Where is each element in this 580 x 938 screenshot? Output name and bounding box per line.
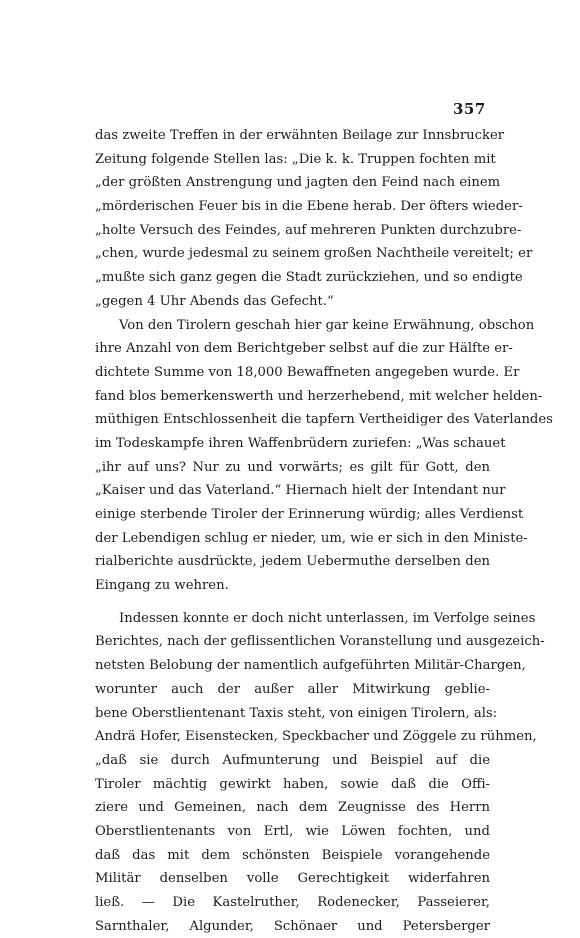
text-line: rialberichte ausdrückte, jedem Uebermuthe derselben den [95, 554, 490, 570]
text-line: Von den Tirolern geschah hier gar keine Erwähnung, obschon [119, 317, 535, 333]
text-line: der Lebendigen schlug er nieder, um, wie er sich in den Ministe- [95, 530, 528, 546]
text-line: Sarnthaler, Algunder, Schönaer und Petersberger [95, 918, 490, 934]
text-line: worunter auch der außer aller Mitwirkung geblie- [95, 681, 490, 697]
text-line: Tiroler mächtig gewirkt haben, sowie daß die Offi- [95, 776, 490, 792]
text-line: „der größten Anstrengung und jagten den Feind nach einem [95, 175, 501, 191]
text-line: „mußte sich ganz gegen die Stadt zurückziehen, und so endigte [95, 270, 523, 286]
text-line: Oberstlientenants von Ertl, wie Löwen fochten, und [95, 823, 490, 839]
text-line: „gegen 4 Uhr Abends das Gefecht.“ [95, 293, 334, 309]
text-line: im Todeskampfe ihren Waffenbrüdern zuriefen: „Was schauet [95, 435, 506, 451]
text-line: Eingang zu wehren. [95, 578, 229, 594]
page-number: 357 [453, 100, 486, 118]
paragraph [95, 124, 533, 314]
text-line: müthigen Entschlossenheit die tapfern Vertheidiger des Vaterlandes [95, 412, 553, 428]
text-line: „Kaiser und das Vaterland.“ Hiernach hielt der Intendant nur [95, 483, 506, 499]
paragraph [95, 607, 545, 938]
text-line: ihre Anzahl von dem Berichtgeber selbst auf die zur Hälfte er- [95, 341, 513, 357]
text-line: Andrä Hofer, Eisenstecken, Speckbacher und Zöggele zu rühmen, [95, 729, 537, 745]
paragraph-spacer [95, 598, 490, 607]
text-line: Berichtes, nach der geflissentlichen Voranstellung und ausgezeich- [95, 634, 545, 650]
body-text [95, 124, 553, 938]
text-line: daß das mit dem schönsten Beispiele vorangehende [95, 847, 490, 863]
text-line: ließ. — Die Kastelruther, Rodenecker, Passeierer, [95, 895, 490, 910]
text-line: „ihr auf uns? Nur zu und vorwärts; es gilt für Gott, den [95, 459, 490, 475]
text-line: „daß sie durch Aufmunterung und Beispiel auf die [95, 752, 490, 768]
text-line: „mörderischen Feuer bis in die Ebene herab. Der öfters wieder- [95, 199, 523, 215]
text-line: Zeitung folgende Stellen las: „Die k. k. Truppen fochten mit [95, 151, 496, 167]
text-line: netsten Belobung der namentlich aufgeführten Militär-Chargen, [95, 658, 526, 674]
text-line: „holte Versuch des Feindes, auf mehreren Punkten durchzubre- [95, 222, 522, 238]
text-line: fand blos bemerkenswerth und herzerhebend, mit welcher helden- [95, 388, 543, 404]
text-line: bene Oberstlientenant Taxis steht, von einigen Tirolern, als: [95, 705, 498, 721]
text-line: Indessen konnte er doch nicht unterlassen, im Verfolge seines [119, 610, 536, 626]
text-line: ziere und Gemeinen, nach dem Zeugnisse des Herrn [95, 800, 490, 816]
paragraph [95, 314, 553, 598]
text-line: „chen, wurde jedesmal zu seinem großen Nachtheile vereitelt; er [95, 246, 533, 262]
text-line: Militär denselben volle Gerechtigkeit widerfahren [95, 871, 490, 887]
text-line: dichtete Summe von 18,000 Bewaffneten angegeben wurde. Er [95, 364, 520, 380]
text-line: einige sterbende Tiroler der Erinnerung würdig; alles Verdienst [95, 507, 524, 522]
text-line: das zweite Treffen in der erwähnten Beilage zur Innsbrucker [95, 128, 505, 143]
